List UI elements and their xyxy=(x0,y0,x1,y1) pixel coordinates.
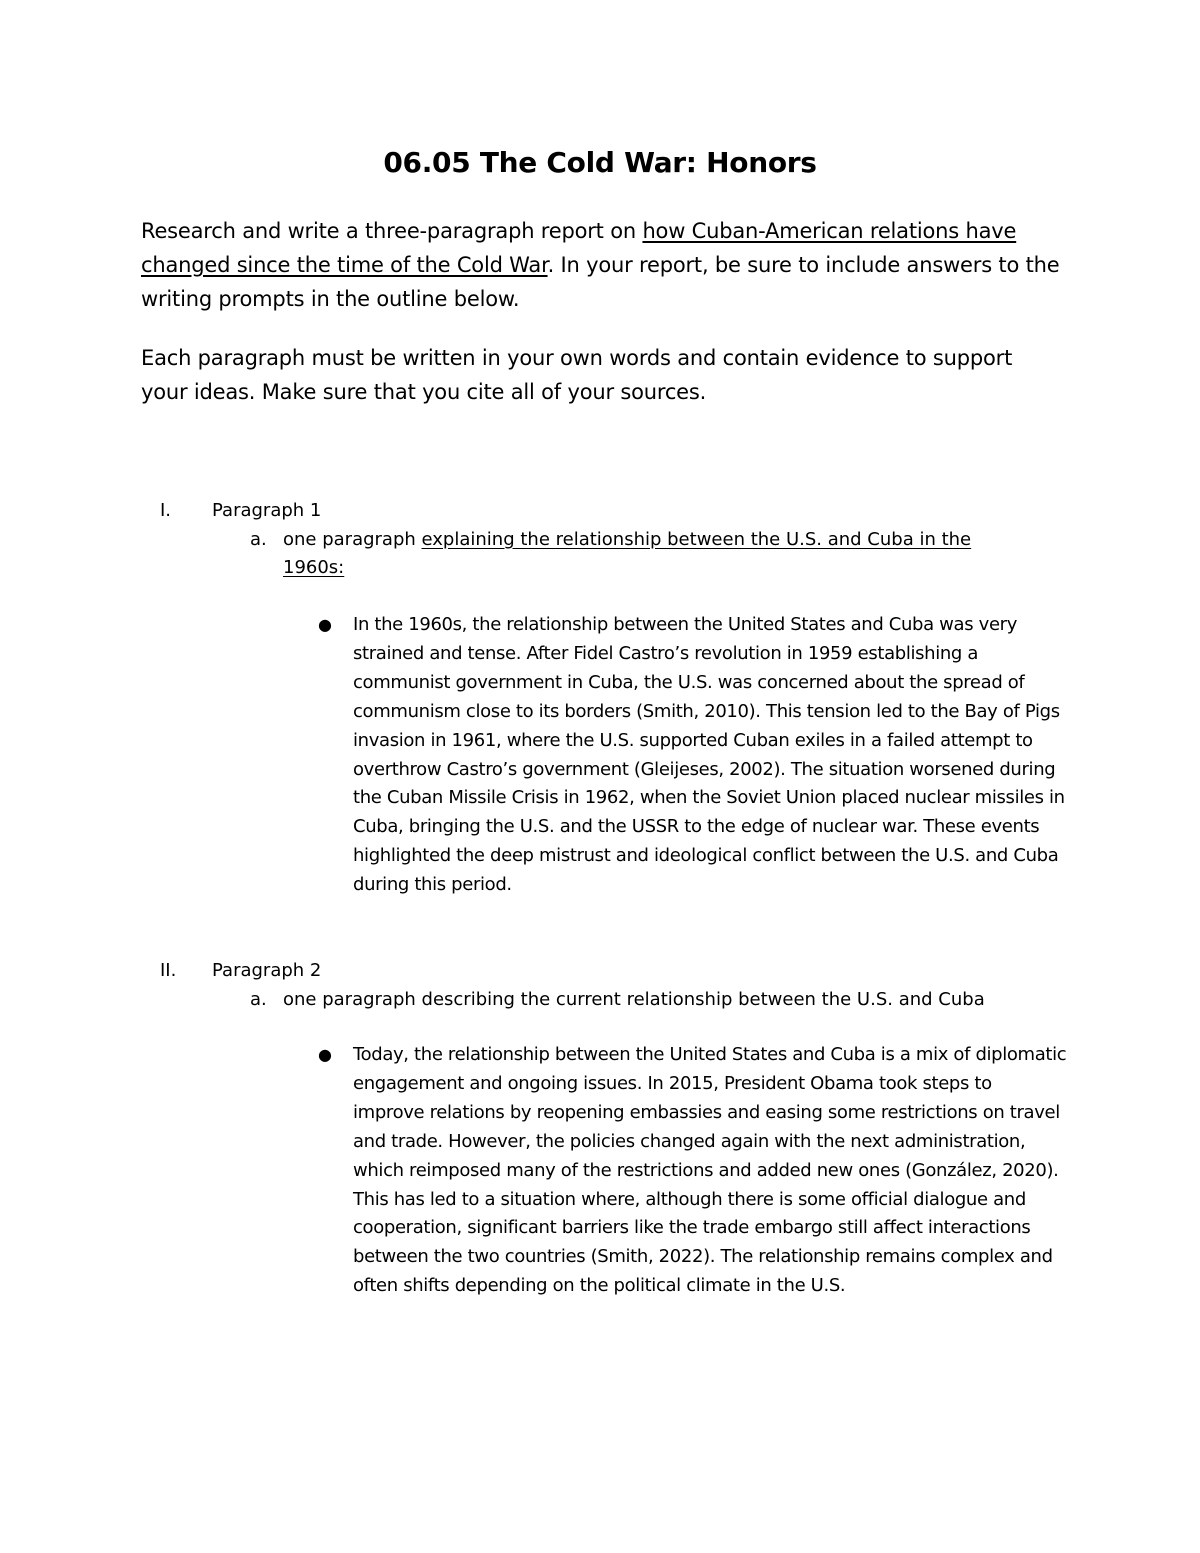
prompt-underlined: explaining the relationship between the U.S. and Cuba in the 1960s: xyxy=(283,529,972,578)
section-numeral: I. xyxy=(160,500,172,521)
section-heading: Paragraph 1 xyxy=(212,500,322,521)
prompt-lead: one paragraph xyxy=(283,529,422,550)
intro-lead: Research and write a three-paragraph report on xyxy=(141,219,643,243)
bullet-icon: ● xyxy=(318,1045,332,1064)
prompt-lead: one paragraph describing the current relationship between the U.S. and Cuba xyxy=(283,989,985,1010)
section-prompt xyxy=(283,526,1023,582)
prompt-letter: a. xyxy=(250,989,267,1010)
section-answer: Today, the relationship between the United States and Cuba is a mix of diplomatic engagement and ongoing issues. In 2015, President Obama took steps to improve relations by reopening embassies and easing some restrictions on travel and trade. However, the policies changed again with the next administration, which reimposed many of the restrictions and added new ones (González, 2020). This has led to a situation where, although there is some official dialogue and cooperation, significant barriers like the trade embargo still affect interactions between the two countries (Smith, 2022). The relationship remains complex and often shifts depending on the political climate in the U.S. xyxy=(353,1044,1067,1297)
intro-paragraph xyxy=(141,214,1061,316)
instructions-paragraph: Each paragraph must be written in your own words and contain evidence to support your ideas. Make sure that you cite all of your sources. xyxy=(141,346,1013,404)
bullet-icon: ● xyxy=(318,615,332,634)
section-answer: In the 1960s, the relationship between the United States and Cuba was very strained and tense. After Fidel Castro’s revolution in 1959 establishing a communist government in Cuba, the U.S. was concerned about the spread of communism close to its borders (Smith, 2010). This tension led to the Bay of Pigs invasion in 1961, where the U.S. supported Cuban exiles in a failed attempt to overthrow Castro’s government (Gleijeses, 2002). The situation worsened during the Cuban Missile Crisis in 1962, when the Soviet Union placed nuclear missiles in Cuba, bringing the U.S. and the USSR to the edge of nuclear war. These events highlighted the deep mistrust and ideological conflict between the U.S. and Cuba during this period. xyxy=(353,614,1065,896)
section-heading: Paragraph 2 xyxy=(212,960,322,981)
section-prompt xyxy=(283,986,1043,1014)
document-title: 06.05 The Cold War: Honors xyxy=(383,146,817,179)
prompt-letter: a. xyxy=(250,529,267,550)
intro-tail: . In your report, be sure to include answers to the writing prompts in the outline below. xyxy=(141,253,1060,311)
section-numeral: II. xyxy=(160,960,177,981)
intro-topic: how Cuban-American relations have changed since the time of the Cold War xyxy=(141,219,1017,277)
